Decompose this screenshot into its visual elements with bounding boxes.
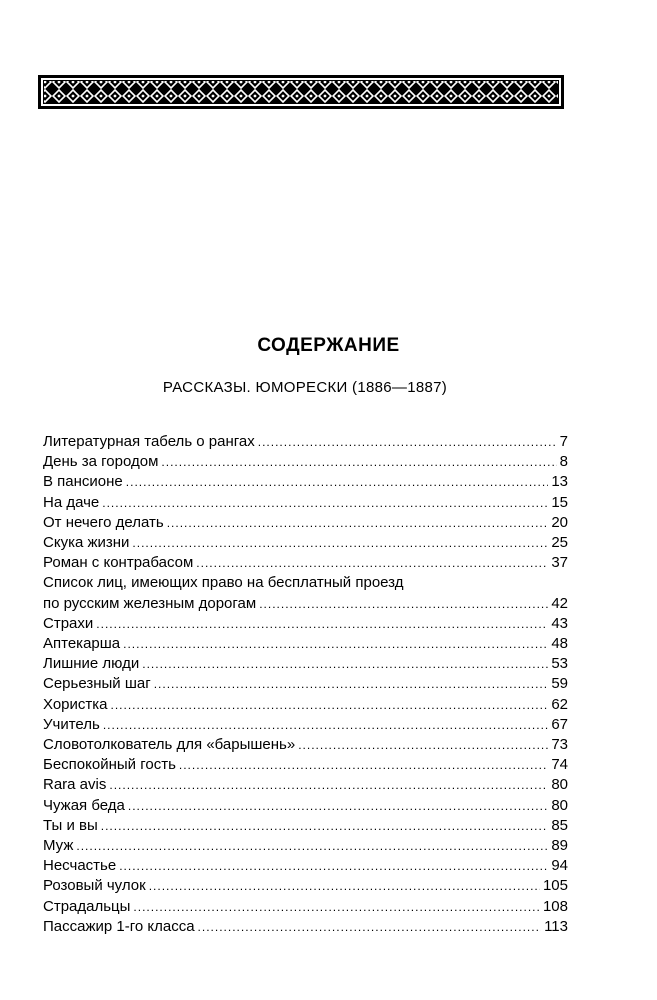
toc-entry [43,876,568,896]
toc-entry [43,573,568,613]
lattice-ornament-icon [38,75,564,109]
toc-entry-page: 8 [559,453,568,471]
toc-entry-page: 85 [551,816,568,834]
toc-entry-title: Чужая беда [43,796,125,814]
toc-entry [43,836,568,856]
toc-entry-page: 59 [551,675,568,693]
toc-entry-page: 53 [551,655,568,673]
toc-entry-title: Скука жизни [43,534,130,552]
page-title: СОДЕРЖАНИЕ [257,335,400,356]
dot-leader [161,452,556,472]
toc-entry [43,856,568,876]
toc-entry [43,897,568,917]
toc-entry [43,493,568,513]
toc-entry-title: Словотолкователь для «барышень» [43,736,296,754]
dot-leader [167,513,549,533]
dot-leader [119,856,548,876]
dot-leader [109,775,548,795]
toc-entry-title: Страхи [43,614,94,632]
toc-entry-title: Rara avis [43,776,107,794]
toc-entry [43,715,568,735]
toc-entry [43,614,568,634]
toc-entry-title: Литературная табель о рангах [43,433,255,450]
toc-entry-title: Ты и вы [43,816,98,834]
dot-leader [142,654,548,674]
toc-entry-page: 89 [551,837,568,855]
dot-leader [198,917,542,937]
toc-entry-title: Несчастье [43,857,117,875]
toc-entry-page: 108 [542,897,568,915]
toc-entry [43,533,568,553]
toc-entry-title: Серьезный шаг [43,675,151,693]
toc-entry-page: 80 [551,776,568,794]
dot-leader [76,836,548,856]
toc-entry-title: Беспокойный гость [43,756,176,774]
dot-leader [179,755,548,775]
toc-entry [43,755,568,775]
dot-leader [96,614,548,634]
toc-entry-page: 94 [551,857,568,875]
toc-entry [43,452,568,472]
toc-entry [43,553,568,573]
toc-entry-page: 42 [551,594,568,612]
toc-entry-page: 67 [551,715,568,733]
dot-leader [128,796,548,816]
toc-entry-title: Учитель [43,715,100,733]
dot-leader [126,472,549,492]
toc-entry [43,654,568,674]
toc-entry-page: 62 [551,695,568,713]
toc-entry-title: Розовый чулок [43,877,146,895]
dot-leader [149,876,540,896]
section-subtitle: РАССКАЗЫ. ЮМОРЕСКИ (1886—1887) [162,379,448,396]
dot-leader [103,715,548,735]
toc-entry-page: 13 [551,473,568,491]
dot-leader [196,553,548,573]
toc-entry [43,816,568,836]
toc-entry [43,775,568,795]
toc-entry-page: 25 [551,534,568,552]
toc-entry-title: На даче [43,493,100,511]
toc-entry-title: Лишние люди [43,655,140,673]
toc-entry [43,917,568,937]
toc-entry [43,695,568,715]
toc-entry-title: Роман с контрабасом [43,554,194,572]
dot-leader [101,816,549,836]
toc-entry-title: Муж [43,837,74,855]
toc-entry [43,735,568,755]
toc-entry-title: Аптекарша [43,635,121,653]
toc-entry-title: Хористка [43,695,108,713]
dot-leader [132,533,548,553]
dot-leader [102,493,548,513]
toc-entry-title: по русским железным дорогам [43,594,257,612]
toc-entry-page: 15 [551,493,568,511]
toc-entry [43,674,568,694]
toc-entry [43,634,568,654]
toc-entry-title: В пансионе [43,473,123,491]
toc-entry-title: День за городом [43,453,159,471]
toc-entry [43,472,568,492]
toc-entry-page: 113 [544,917,568,935]
toc-entry-page: 43 [551,614,568,632]
dot-leader [111,695,549,715]
dot-leader [154,674,549,694]
dot-leader [258,432,557,452]
toc-entry-title: Страдальцы [43,897,131,915]
toc-entry [43,513,568,533]
toc-entry-title: Пассажир 1-го класса [43,917,195,935]
toc-entry-page: 73 [551,736,568,754]
toc-entry-page: 7 [559,433,568,450]
toc-entry-title-line1: Список лиц, имеющих право на бесплатный проезд [43,574,404,592]
toc-entry-page: 37 [551,554,568,572]
toc-entry-page: 48 [551,635,568,653]
dot-leader [298,735,548,755]
table-of-contents [43,432,568,937]
toc-entry-page: 80 [551,796,568,814]
toc-entry-title: От нечего делать [43,513,164,531]
toc-entry-page: 20 [551,513,568,531]
toc-entry [43,796,568,816]
dot-leader [133,897,540,917]
toc-entry-page: 74 [551,756,568,774]
dot-leader [123,634,548,654]
dot-leader [259,594,548,614]
toc-entry [43,432,568,452]
toc-entry-page: 105 [542,877,568,895]
